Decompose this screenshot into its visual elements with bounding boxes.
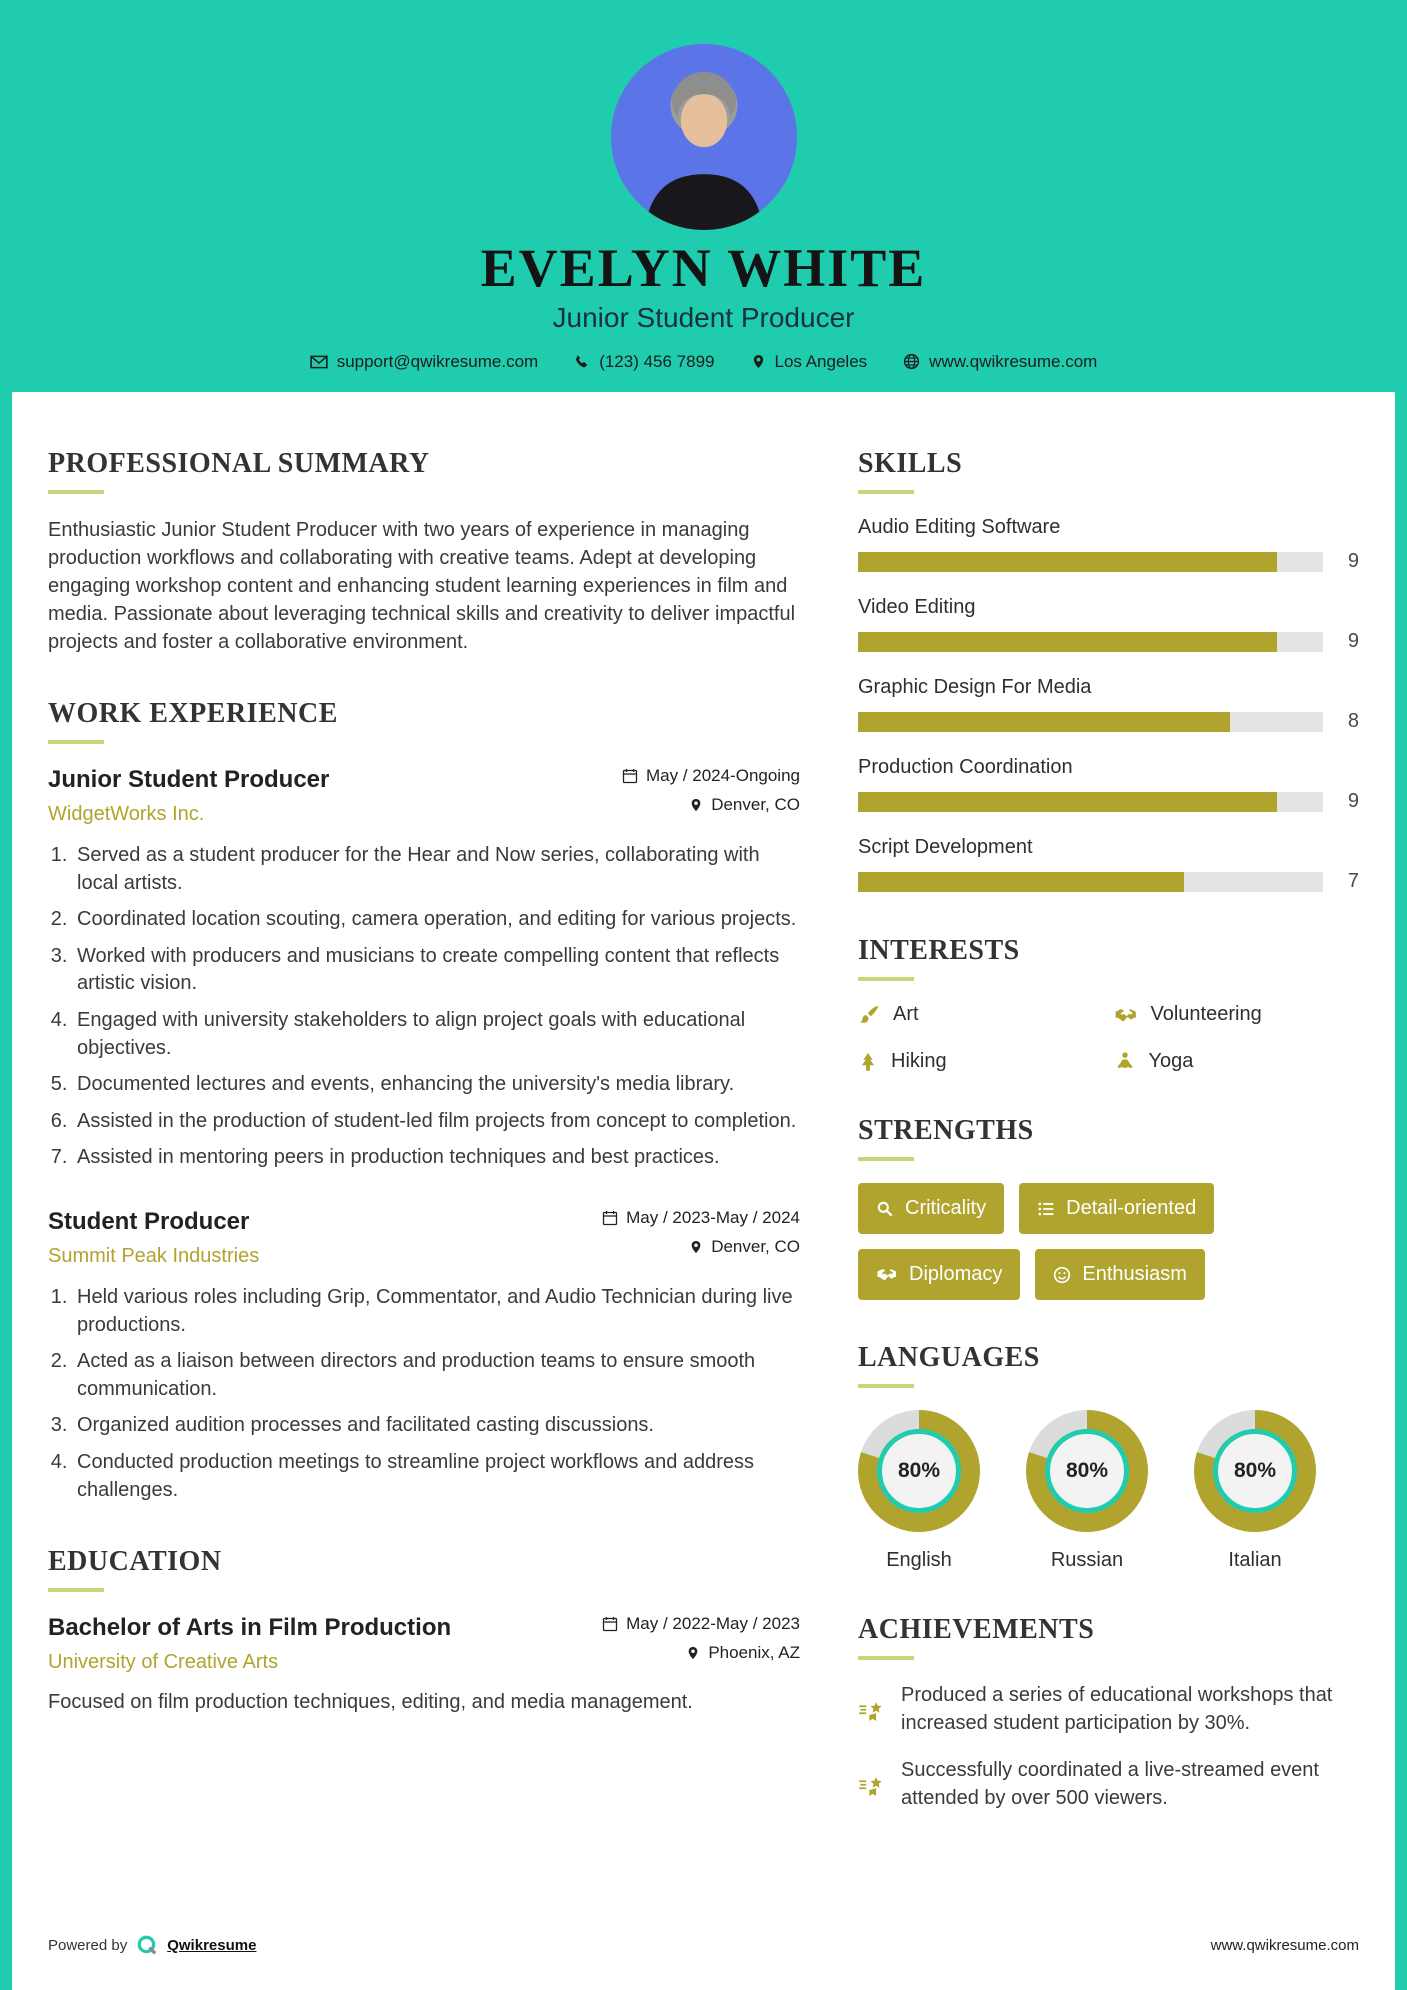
powered-by-text: Powered by	[48, 1936, 128, 1954]
skill-name: Video Editing	[858, 596, 976, 618]
award-star-icon	[858, 1685, 886, 1737]
language-item	[1026, 1410, 1148, 1572]
skill-name: Audio Editing Software	[858, 516, 1061, 538]
job-title: Student Producer	[48, 1207, 250, 1235]
job-meta	[602, 1208, 800, 1266]
skill-bar-fill	[858, 712, 1230, 732]
skill-rating: 8	[1347, 710, 1359, 732]
company-name: WidgetWorks Inc.	[48, 803, 205, 825]
skill-bar	[858, 630, 1359, 653]
phone-text: (123) 456 7899	[599, 351, 715, 371]
calendar-icon	[602, 1210, 618, 1226]
heading-accent	[858, 977, 914, 981]
skill-bar	[858, 550, 1359, 573]
section-languages	[858, 1342, 1359, 1572]
hands-icon	[1114, 1007, 1138, 1023]
achievement-text: Successfully coordinated a live-streamed event attended by over 500 viewers.	[901, 1759, 1319, 1809]
company-name: Summit Peak Industries	[48, 1244, 260, 1267]
magnifier-icon	[876, 1200, 894, 1218]
website-text: www.qwikresume.com	[929, 351, 1098, 371]
skill-rating: 9	[1347, 630, 1359, 652]
summary-text: Enthusiastic Junior Student Producer with two years of experience in managing production workflows and collaborating with creative teams. Adept at developing engaging workshop content and enhancing student learning experiences in film and media. Passionate about leveraging technical skills and creativity to deliver impactful projects and foster a collaborative environment.	[48, 519, 796, 653]
job-bullet: 4. Engaged with university stakeholders to align project goals with educational objectives.	[73, 1007, 800, 1062]
language-percent: 80%	[877, 1429, 961, 1513]
achievement-item	[858, 1757, 1359, 1812]
strengths-list	[858, 1183, 1359, 1300]
job-header	[48, 1208, 800, 1268]
job-bullet: 6. Assisted in the production of student-led film projects from concept to completion.	[73, 1108, 800, 1136]
skill-item	[858, 516, 1359, 573]
section-strengths	[858, 1115, 1359, 1300]
contact-website	[903, 352, 1097, 372]
contact-email	[310, 352, 539, 372]
list-icon	[1037, 1200, 1055, 1218]
skill-bar-fill	[858, 872, 1184, 892]
skill-bar-track	[858, 632, 1323, 652]
interest-item	[1114, 1003, 1360, 1026]
job-dates-text: May / 2023-May / 2024	[626, 1207, 800, 1227]
summary-heading: PROFESSIONAL SUMMARY	[48, 448, 430, 479]
job-bullet: 3. Organized audition processes and facilitated casting discussions.	[73, 1412, 800, 1440]
education-location	[602, 1643, 800, 1663]
job-bullet-list	[48, 842, 800, 1172]
achievement-text: Produced a series of educational workshops that increased student participation by 30%.	[901, 1684, 1333, 1734]
section-professional-summary	[48, 448, 800, 656]
achievement-item	[858, 1682, 1359, 1737]
contact-row	[0, 352, 1407, 372]
qwikresume-link[interactable]: Qwikresume	[167, 1936, 257, 1954]
experience-heading: WORK EXPERIENCE	[48, 698, 338, 729]
left-border-strip	[0, 0, 12, 1990]
job-location	[622, 795, 800, 815]
calendar-icon	[622, 768, 638, 784]
footer-brand	[48, 1934, 256, 1956]
education-title-block	[48, 1614, 451, 1674]
education-header	[48, 1614, 800, 1674]
heading-accent	[858, 1157, 914, 1161]
job-title: Junior Student Producer	[48, 766, 330, 793]
job-bullet: 1. Served as a student producer for the Hear and Now series, collaborating with local artists.	[73, 842, 800, 897]
right-border-strip	[1395, 0, 1407, 1990]
content	[0, 392, 1407, 1854]
skill-item	[858, 676, 1359, 733]
strength-label: Enthusiasm	[1082, 1263, 1187, 1285]
job-bullet-list	[48, 1284, 800, 1504]
achievements-heading: ACHIEVEMENTS	[858, 1614, 1095, 1645]
section-work-experience	[48, 698, 800, 1504]
heading-accent	[48, 1588, 104, 1592]
location-pin-icon	[751, 354, 766, 369]
skill-bar	[858, 870, 1359, 893]
education-location-text: Phoenix, AZ	[708, 1643, 800, 1663]
job-meta	[622, 766, 800, 824]
strength-badge	[858, 1249, 1020, 1300]
footer-website: www.qwikresume.com	[1210, 1936, 1359, 1954]
job-bullet: 4. Conducted production meetings to streamline project workflows and address challenges.	[73, 1449, 800, 1504]
pushpin-icon	[689, 1240, 703, 1254]
languages-heading: LANGUAGES	[858, 1342, 1040, 1373]
qwikresume-logo-icon	[136, 1934, 158, 1956]
heading-accent	[858, 490, 914, 494]
strength-badge	[1035, 1249, 1205, 1300]
job-title-block	[48, 766, 329, 826]
heading-accent	[48, 490, 104, 494]
job-bullet: 2. Coordinated location scouting, camera operation, and editing for various projects.	[73, 906, 800, 934]
skill-rating: 9	[1347, 790, 1359, 812]
job-dates	[602, 1208, 800, 1228]
skill-bar-fill	[858, 792, 1277, 812]
skills-heading: SKILLS	[858, 448, 963, 479]
language-name: English	[886, 1549, 952, 1571]
tree-icon	[858, 1052, 878, 1072]
interest-label: Yoga	[1148, 1050, 1194, 1072]
job-bullet: 5. Documented lectures and events, enhancing the university's media library.	[73, 1071, 800, 1099]
interests-grid	[858, 1003, 1359, 1073]
job-bullet: 1. Held various roles including Grip, Commentator, and Audio Technician during live productions.	[73, 1284, 800, 1339]
education-heading: EDUCATION	[48, 1546, 222, 1578]
heading-accent	[48, 740, 104, 744]
handshake-icon	[876, 1267, 898, 1282]
degree-title: Bachelor of Arts in Film Production	[48, 1614, 452, 1642]
skill-name: Production Coordination	[858, 756, 1073, 778]
job-location-text: Denver, CO	[711, 1236, 800, 1256]
skill-bar-fill	[858, 632, 1277, 652]
school-name: University of Creative Arts	[48, 1651, 279, 1674]
interest-label: Art	[893, 1003, 919, 1025]
strength-label: Diplomacy	[909, 1263, 1003, 1285]
person-job-title: Junior Student Producer	[552, 301, 855, 333]
footer	[48, 1934, 1359, 1956]
job-dates	[622, 766, 800, 786]
language-item	[858, 1410, 980, 1572]
paintbrush-icon	[858, 1004, 880, 1026]
language-percent: 80%	[1213, 1429, 1297, 1513]
skill-bar-track	[858, 792, 1323, 812]
skill-item	[858, 756, 1359, 813]
interest-item	[858, 1003, 1104, 1026]
globe-icon	[903, 353, 920, 370]
contact-location	[751, 352, 868, 372]
strength-label: Detail-oriented	[1066, 1197, 1197, 1219]
job-location	[602, 1237, 800, 1257]
pushpin-icon	[686, 1646, 700, 1660]
skill-name: Graphic Design For Media	[858, 676, 1092, 698]
skill-bar	[858, 790, 1359, 813]
strength-label: Criticality	[905, 1197, 987, 1219]
envelope-icon	[310, 353, 328, 371]
skill-item	[858, 836, 1359, 893]
section-interests	[858, 935, 1359, 1073]
skill-rating: 7	[1347, 870, 1359, 892]
yoga-icon	[1114, 1051, 1136, 1073]
interest-label: Hiking	[891, 1050, 947, 1072]
smiley-icon	[1053, 1266, 1071, 1284]
section-achievements	[858, 1614, 1359, 1812]
heading-accent	[858, 1384, 914, 1388]
skill-name: Script Development	[858, 836, 1033, 858]
header	[0, 0, 1407, 392]
language-name: Italian	[1228, 1549, 1282, 1571]
language-percent: 80%	[1045, 1429, 1129, 1513]
location-text: Los Angeles	[774, 351, 868, 371]
language-name: Russian	[1050, 1549, 1124, 1571]
language-item	[1194, 1410, 1316, 1572]
education-dates-text: May / 2022-May / 2023	[626, 1614, 800, 1634]
job-bullet: 7. Assisted in mentoring peers in production techniques and best practices.	[73, 1144, 800, 1172]
section-education	[48, 1546, 800, 1716]
heading-accent	[858, 1656, 914, 1660]
job-entry	[48, 766, 800, 1172]
education-meta	[602, 1614, 800, 1672]
section-skills	[858, 448, 1359, 893]
interests-heading: INTERESTS	[858, 935, 1020, 966]
job-bullet: 3. Worked with producers and musicians to create compelling content that reflects artistic vision.	[73, 943, 800, 998]
email-text: support@qwikresume.com	[336, 351, 539, 371]
language-donut-chart	[1194, 1410, 1316, 1532]
skill-bar-track	[858, 712, 1323, 732]
job-bullet: 2. Acted as a liaison between directors and production teams to ensure smooth communication.	[73, 1348, 800, 1403]
award-star-icon	[858, 1760, 886, 1812]
education-description: Focused on film production techniques, editing, and media management.	[48, 1691, 693, 1714]
strength-badge	[1019, 1183, 1214, 1234]
pushpin-icon	[689, 798, 703, 812]
job-dates-text: May / 2024-Ongoing	[645, 766, 800, 785]
skill-bar	[858, 710, 1359, 733]
skill-bar-fill	[858, 552, 1277, 572]
contact-phone	[574, 352, 714, 372]
interest-item	[1114, 1050, 1360, 1073]
skill-bar-track	[858, 552, 1323, 572]
interest-item	[858, 1050, 1104, 1073]
person-name: EVELYN WHITE	[480, 238, 927, 298]
strength-badge	[858, 1183, 1004, 1234]
calendar-icon	[602, 1616, 618, 1632]
strengths-heading: STRENGTHS	[858, 1115, 1034, 1146]
job-header	[48, 766, 800, 826]
skill-bar-track	[858, 872, 1323, 892]
education-dates	[602, 1614, 800, 1634]
job-location-text: Denver, CO	[711, 795, 800, 814]
left-column	[48, 448, 800, 1854]
right-column	[858, 448, 1359, 1854]
profile-photo	[611, 44, 797, 230]
language-donut-chart	[1026, 1410, 1148, 1532]
language-donut-chart	[858, 1410, 980, 1532]
skill-item	[858, 596, 1359, 653]
languages-list	[858, 1410, 1359, 1572]
skill-rating: 9	[1347, 550, 1359, 572]
interest-label: Volunteering	[1150, 1003, 1262, 1025]
job-title-block	[48, 1208, 259, 1268]
phone-icon	[574, 354, 590, 370]
job-entry	[48, 1208, 800, 1504]
